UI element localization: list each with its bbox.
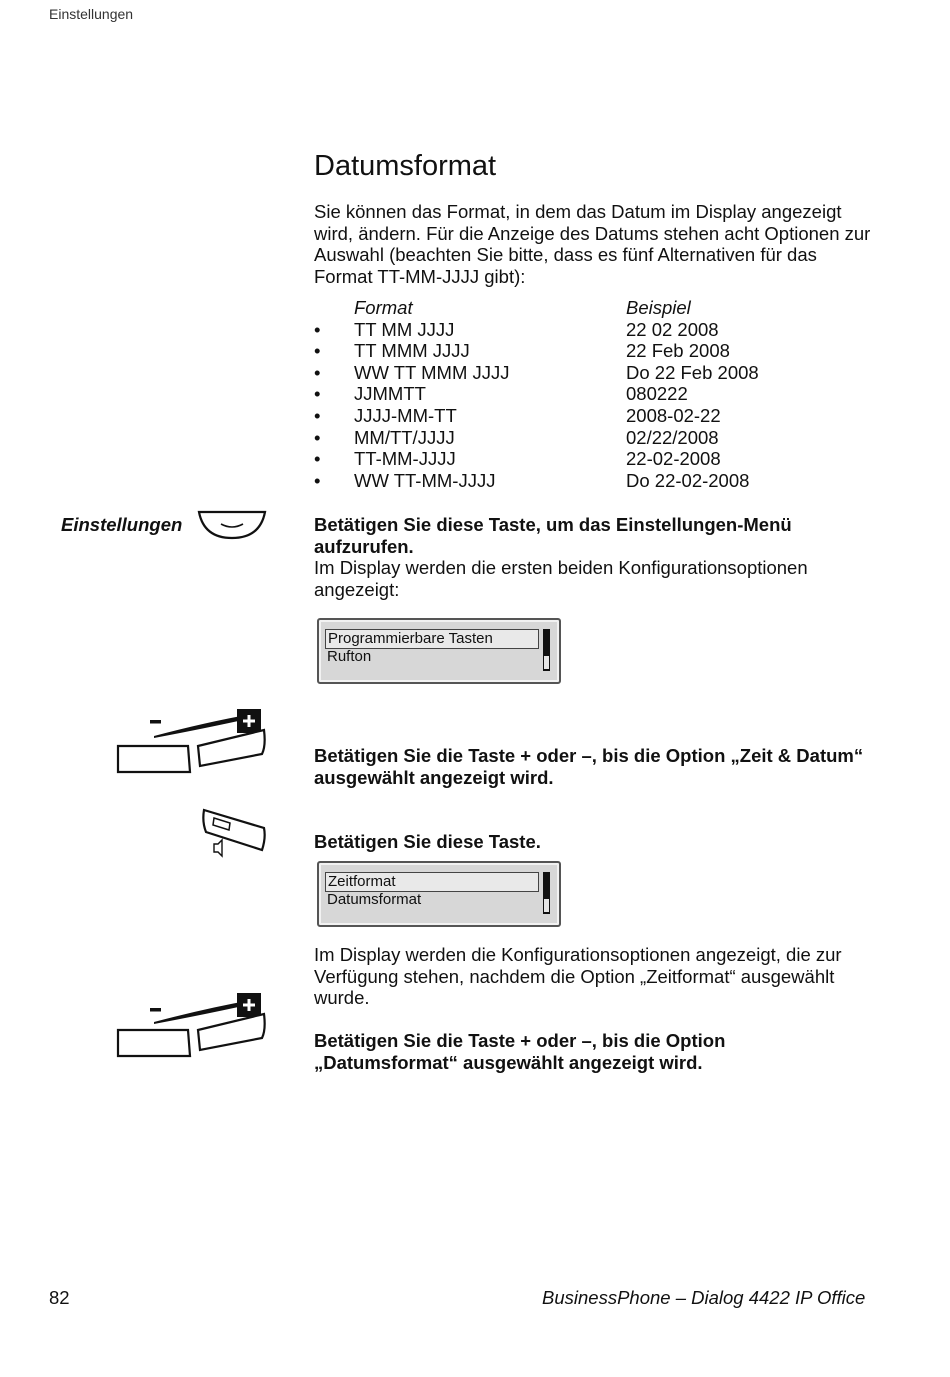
format-row bbox=[314, 427, 759, 449]
footer-product-name: BusinessPhone – Dialog 4422 IP Office bbox=[542, 1287, 866, 1308]
example-cell: Do 22 Feb 2008 bbox=[626, 361, 759, 383]
page-number: 82 bbox=[49, 1287, 70, 1308]
example-cell: 02/22/2008 bbox=[626, 426, 719, 448]
page-title: Datumsformat bbox=[314, 150, 497, 182]
format-cell: WW TT MMM JJJJ bbox=[354, 361, 510, 383]
bullet: • bbox=[314, 340, 321, 362]
step-open-settings-note: Im Display werden die ersten beiden Konfigurationsoptionen angezeigt: bbox=[314, 557, 808, 600]
display-scrollbar bbox=[543, 629, 550, 671]
intro-paragraph: Sie können das Format, in dem das Datum im Display angezeigt wird, ändern. Für die Anzeige des Datums stehen acht Optionen zur Auswahl (beachten Sie bitte, dass es fünf Alternativen für das Format TT-MM-JJJJ gibt): bbox=[314, 201, 871, 287]
phone-display bbox=[317, 618, 561, 684]
step-select-time-date-instruction: Betätigen Sie die Taste + oder –, bis die Option „Zeit & Datum“ ausgewählt angezeigt wird. bbox=[314, 745, 864, 788]
format-cell: TT-MM-JJJJ bbox=[354, 448, 456, 470]
step-press-key-instruction: Betätigen Sie diese Taste. bbox=[314, 831, 541, 852]
bullet: • bbox=[314, 318, 321, 340]
format-row bbox=[314, 448, 759, 470]
format-cell: WW TT-MM-JJJJ bbox=[354, 469, 496, 491]
display-selected-row: Zeitformat bbox=[325, 872, 539, 892]
display-selected-row: Programmierbare Tasten bbox=[325, 629, 539, 649]
format-row bbox=[314, 362, 759, 384]
menu-key-icon[interactable] bbox=[196, 508, 268, 542]
format-column-header: Format bbox=[354, 297, 413, 318]
einstellungen-key-label: Einstellungen bbox=[61, 514, 183, 535]
example-cell: 22 02 2008 bbox=[626, 318, 719, 340]
step-select-date-format bbox=[314, 1030, 874, 1073]
step-select-date-format-instruction: Betätigen Sie die Taste + oder –, bis die Option „Datumsformat“ ausgewählt angezeigt wird. bbox=[314, 1030, 726, 1073]
format-row bbox=[314, 470, 759, 492]
bullet: • bbox=[314, 361, 321, 383]
format-table-header bbox=[314, 297, 759, 319]
format-cell: JJJJ-MM-TT bbox=[354, 404, 457, 426]
display-row: Rufton bbox=[327, 648, 372, 665]
plus-minus-keys-icon[interactable] bbox=[112, 988, 272, 1064]
format-cell: TT MMM JJJJ bbox=[354, 340, 470, 362]
bullet: • bbox=[314, 469, 321, 491]
phone-display bbox=[317, 861, 561, 927]
display-scrollbar bbox=[543, 872, 550, 914]
step-select-time-date bbox=[314, 745, 874, 788]
format-cell: TT MM JJJJ bbox=[354, 318, 455, 340]
step-press-key bbox=[314, 831, 874, 853]
display-row: Datumsformat bbox=[327, 891, 422, 908]
step-open-settings-instruction: Betätigen Sie diese Taste, um das Einstellungen-Menü aufzurufen. bbox=[314, 514, 792, 557]
step-time-format-note: Im Display werden die Konfigurationsoptionen angezeigt, die zur Verfügung stehen, nachdem die Option „Zeitformat“ ausgewählt wurde. bbox=[314, 944, 842, 1008]
bullet: • bbox=[314, 404, 321, 426]
bullet: • bbox=[314, 448, 321, 470]
step-open-settings bbox=[314, 514, 874, 600]
format-row bbox=[314, 340, 759, 362]
plus-minus-keys-icon[interactable] bbox=[112, 702, 272, 778]
example-cell: 22-02-2008 bbox=[626, 448, 721, 470]
example-cell: 2008-02-22 bbox=[626, 404, 721, 426]
example-cell: 080222 bbox=[626, 383, 688, 405]
format-cell: MM/TT/JJJJ bbox=[354, 426, 455, 448]
running-header: Einstellungen bbox=[49, 6, 134, 22]
format-row bbox=[314, 405, 759, 427]
format-cell: JJMMTT bbox=[354, 383, 426, 405]
format-row bbox=[314, 383, 759, 405]
date-format-table bbox=[314, 297, 759, 491]
bullet: • bbox=[314, 383, 321, 405]
ok-key-icon[interactable] bbox=[200, 806, 272, 862]
example-column-header: Beispiel bbox=[626, 297, 691, 318]
bullet: • bbox=[314, 426, 321, 448]
format-row bbox=[314, 319, 759, 341]
example-cell: Do 22-02-2008 bbox=[626, 469, 750, 491]
example-cell: 22 Feb 2008 bbox=[626, 340, 730, 362]
